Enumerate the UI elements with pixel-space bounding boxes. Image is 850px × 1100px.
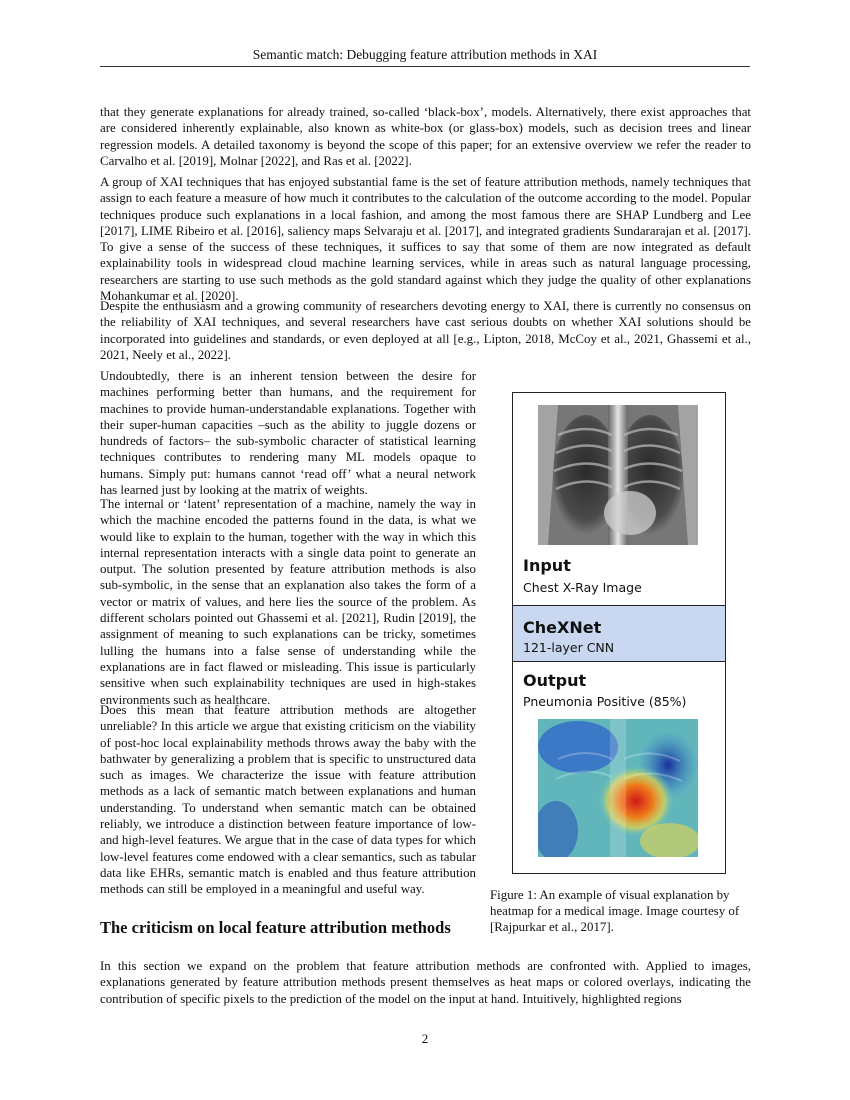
paragraph-2: A group of XAI techniques that has enjoyed substantial fame is the set of feature attribution methods, namely techniques that assign to each feature a measure of how much it contributes to the calculation of the outcome according to the model. Popular techniques produce such explanations in a local fashion, and among the most famous there are SHAP Lundberg and Lee [2017], LIME Ribeiro et al. [2016], saliency maps Selvaraju et al. [2017], and integrated gradients Sundararajan et al. [2017]. To give a sense of the success of these techniques, it suffices to say that some of them are now integrated as default explainability tools in widespread cloud machine learning services, while in areas such as natural language processing, researchers are starting to use such methods as the gold standard against which they judge the quality of other explanations Mohankumar et al. [2020]. (100, 175, 751, 304)
output-title: Output (523, 671, 587, 690)
model-title: CheXNet (523, 618, 602, 637)
model-subtitle: 121-layer CNN (523, 640, 615, 655)
figure-1 (512, 392, 726, 874)
section-heading: The criticism on local feature attribution methods (100, 918, 451, 937)
input-title: Input (523, 556, 571, 575)
page-number: 2 (421, 1031, 429, 1046)
output-subtitle: Pneumonia Positive (85%) (523, 694, 687, 709)
figure-output-block (513, 662, 725, 722)
paragraph-7: In this section we expand on the problem that feature attribution methods are confronted with. Applied to images, explanations generated by feature attribution methods present themselves as heat maps or colored overlays, indicating the contribution of specific pixels to the prediction of the model on the input at hand. Intuitively, highlighted regions (100, 959, 751, 1006)
header-rule (100, 66, 750, 67)
running-title: Semantic match: Debugging feature attribution methods in XAI (252, 47, 598, 62)
paragraph-4: Undoubtedly, there is an inherent tension between the desire for machines performing better than humans, and the requirement for machines to provide human-understandable explanations. Together with their super-human capacities –such as the ability to juggle dozens or hundreds of factors– the sub-symbolic character of statistical learning techniques contributes to rendering many ML models opaque to humans. Simply put: humans cannot ‘read off’ what a neural network has learned just by looking at the matrix of weights. (100, 369, 476, 498)
paragraph-5: The internal or ‘latent’ representation of a machine, namely the way in which the machine encoded the patterns found in the data, is what we would like to explain to the human, together with the way in which this internal representation interacts with a single data point to generate an output. The solution presented by feature attribution methods is also sub-symbolic, in the sense that an explanation also takes the form of a vector or matrix of values, and here lies the source of the problem. As different scholars pointed out Ghassemi et al. [2021], Rudin [2019], the assignment of meaning to such explanations can be tricky, sometimes lulling the humans into a false sense of understanding while the explanations are in fact flawed or misleading. This issue is particularly sensitive when such explainability techniques are used in high-stakes environments such as healthcare. (100, 497, 476, 707)
heatmap-overlay-image (538, 719, 698, 857)
paragraph-3: Despite the enthusiasm and a growing community of researchers devoting energy to XAI, there is currently no consensus on the reliability of XAI techniques, and several researchers have cast serious doubts on whether XAI solutions should be incorporated into guidelines and standards, or even deployed at all [e.g., Lipton, 2018, McCoy et al., 2021, Ghassemi et al., 2021, Neely et al., 2022]. (100, 299, 751, 362)
figure-model-block (513, 605, 725, 662)
figure-caption: Figure 1: An example of visual explanation by heatmap for a medical image. Image courtesy of [Rajpurkar et al., 2017]. (490, 888, 740, 934)
chest-xray-image (538, 405, 698, 545)
figure-input-block (513, 548, 725, 598)
paragraph-6: Does this mean that feature attribution methods are altogether unreliable? In this article we argue that existing criticism on the viability of post-hoc local explainability methods throws away the baby with the bathwater by generalizing a problem that is specific to unstructured data such as images. We characterize the issue with feature attribution methods as a lack of semantic match between explanations and human understanding. To understand when semantic match can be obtained reliably, we introduce a distinction between feature importance of low- and high-level features. We argue that in the case of data types for which low-level features come endowed with a clear semantics, such as tabular data like EHRs, semantic match is enabled and thus feature attribution methods can still be employed in a meaningful and useful way. (100, 703, 476, 897)
input-subtitle: Chest X-Ray Image (523, 580, 642, 595)
paragraph-1: that they generate explanations for already trained, so-called ‘black-box’, models. Alternatively, there exist approaches that are considered inherently explainable, also known as white-box (or glass-box) models, such as decision trees and linear regression models. A detailed taxonomy is beyond the scope of this paper; for an extensive overview we refer the reader to Carvalho et al. [2019], Molnar [2022], and Ras et al. [2022]. (100, 105, 751, 168)
